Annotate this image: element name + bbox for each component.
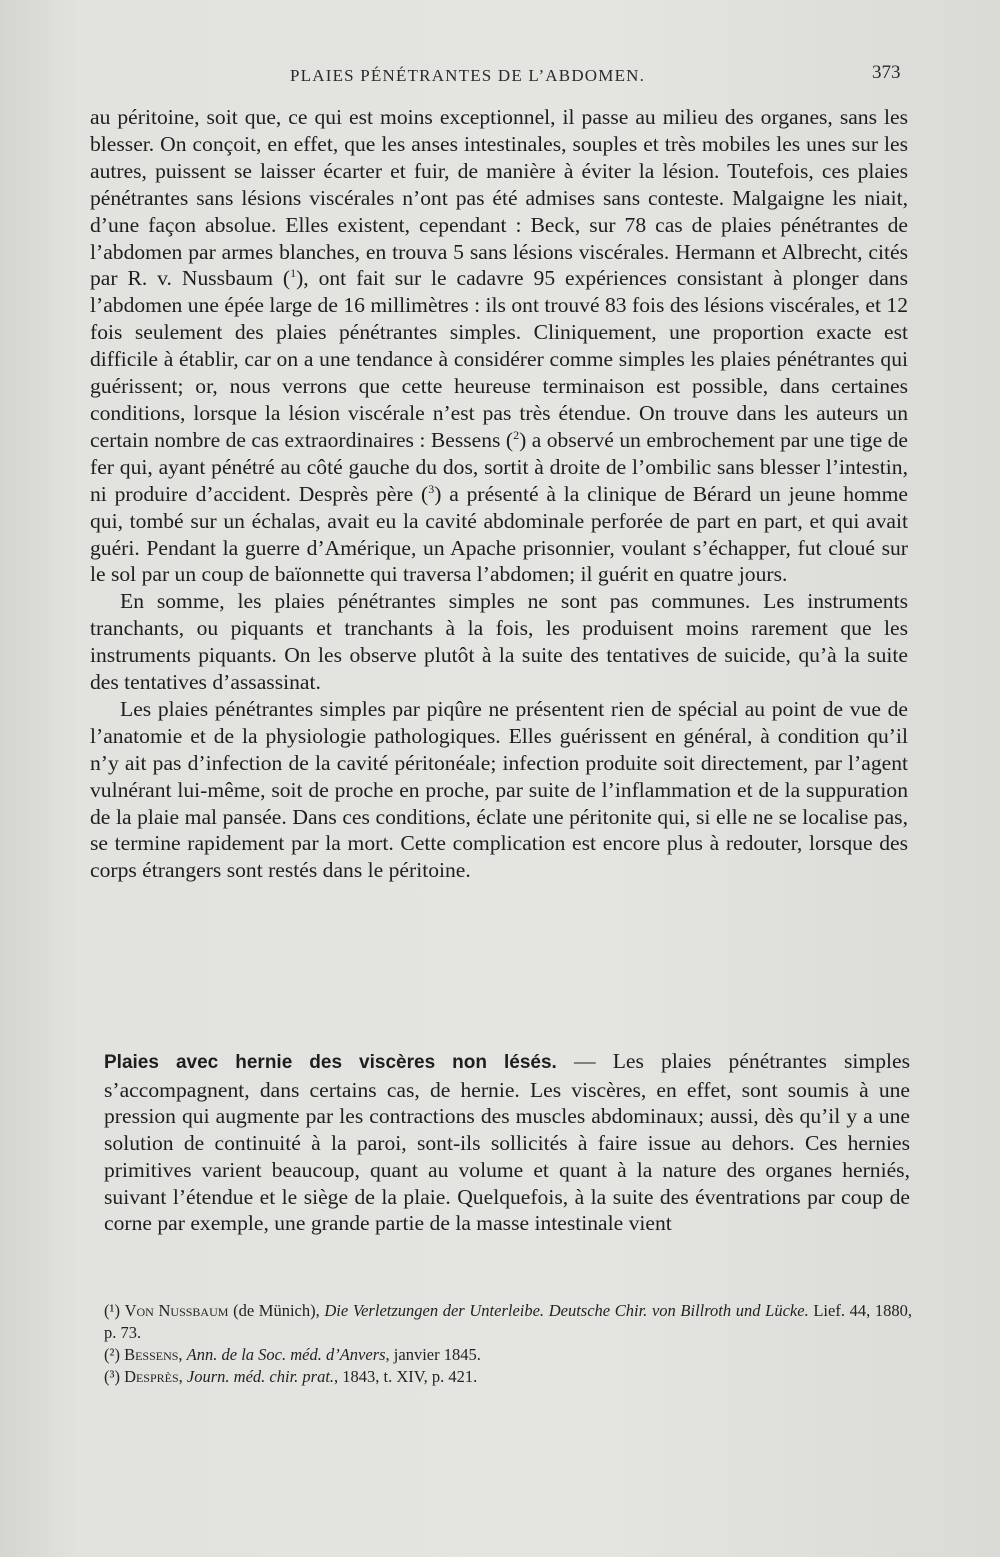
paragraph-1-part-d: ) a présenté à la clinique de Bérard un jeune homme qui, tombé sur un échalas, avait eu la cavité abdominale perforée de part en part, et qui avait guéri. Pendant la guerre d’Amérique, un Apache prisonnier, voulant s’échapper, fut cloué sur le sol par un coup de baïonnette qui traversa l’abdomen; il guérit en quatre jours.: [90, 481, 908, 587]
footnote-3-post: , 1843, t. XIV, p. 421.: [334, 1367, 478, 1386]
footnote-ref-1: 1: [290, 266, 297, 281]
footnote-1-post: Lief. 44, 1880, p. 73.: [104, 1301, 912, 1342]
footnotes: [104, 1300, 912, 1388]
footnote-3-author: Desprès: [124, 1367, 179, 1386]
running-head: PLAIES PÉNÉTRANTES DE L’ABDOMEN.: [290, 66, 646, 85]
footnote-2-title: Ann. de la Soc. méd. d’Anvers: [186, 1345, 386, 1364]
footnote-2-author: Bessens: [124, 1345, 179, 1364]
paragraph-4-text: — Les plaies pénétrantes simples s’accompagnent, dans certains cas, de hernie. Les viscères, en effet, sont soumis à une pression qui augmente par les contractions des muscles abdominaux; aussi, dès qu’il y a une solution de continuité à la paroi, sont-ils sollicités à faire issue au dehors. Ces hernies primitives varient beaucoup, quant au volume et quant à la nature des organes herniés, suivant l’étendue et le siège de la plaie. Quelquefois, à la suite des éventrations par coup de corne par exemple, une grande partie de la masse intestinale vient: [104, 1049, 910, 1236]
footnote-2: [104, 1344, 912, 1366]
footnote-1-author: Von Nussbaum: [124, 1301, 229, 1320]
paragraph-1-part-a: au péritoine, soit que, ce qui est moins exceptionnel, il passe au milieu des organes, sans les blesser. On conçoit, en effet, que les anses intestinales, souples et très mobiles les unes sur les autres, puissent se laisser écarter et fuir, de manière à éviter la lésion. Toutefois, ces plaies pénétrantes sans lésions viscérales n’ont pas été admises sans conteste. Malgaigne les niait, d’une façon absolue. Elles existent, cependant : Beck, sur 78 cas de plaies pénétrantes de l’abdomen par armes blanches, en trouva 5 sans lésions viscérales. Hermann et Albrecht, cités par R. v. Nussbaum (: [90, 105, 908, 291]
footnote-2-post: , janvier 1845.: [385, 1345, 481, 1364]
footnote-3-title: Journ. méd. chir. prat.: [186, 1367, 335, 1386]
paragraph-1-part-c: ) a observé un embrochement par une tige de fer qui, ayant pénétré au côté gauche du dos, sortit à droite de l’ombilic sans blesser l’intestin, ni produire d’accident. Desprès père (: [90, 427, 908, 506]
footnote-1-mark: (¹): [104, 1301, 120, 1320]
paragraph-4: [104, 1048, 910, 1237]
paragraph-1: [90, 104, 908, 588]
footnote-ref-3: 3: [428, 481, 435, 496]
page-number: 373: [872, 62, 901, 83]
footnote-2-mark: (²): [104, 1345, 120, 1364]
footnote-1: [104, 1300, 912, 1344]
footnote-1-title: Die Verletzungen der Unterleibe. Deutsche Chir. von Billroth und Lücke.: [324, 1301, 809, 1320]
footnote-3-mark: (³): [104, 1367, 120, 1386]
section-heading: Plaies avec hernie des viscères non lésés.: [104, 1052, 557, 1073]
footnote-1-pre: (de Münich),: [228, 1301, 325, 1320]
paragraph-3: Les plaies pénétrantes simples par piqûre ne présentent rien de spécial au point de vue de l’anatomie et de la physiologie pathologiques. Elles guérissent en général, à condition qu’il n’y ait pas d’infection de la cavité péritonéale; infection produite soit directement, par l’agent vulnérant lui-même, soit de proche en proche, par suite de l’inflammation et de la suppuration de la plaie mal pansée. Dans ces conditions, éclate une péritonite qui, si elle ne se localise pas, se termine rapidement par la mort. Cette complication est encore plus à redouter, lorsque des corps étrangers sont restés dans le péritoine.: [90, 696, 908, 883]
footnote-3: [104, 1366, 912, 1388]
paragraph-1-part-b: ), ont fait sur le cadavre 95 expériences consistant à plonger dans l’abdomen une épée large de 16 millimètres : ils ont trouvé 83 fois des lésions viscérales, et 12 fois seulement des plaies pénétrantes simples. Cliniquement, une proportion exacte est difficile à établir, car on a une tendance à considérer comme simples les plaies pénétrantes qui guérissent; or, nous verrons que cette heureuse terminaison est possible, dans certaines conditions, lorsque la lésion viscérale n’est pas très étendue. On trouve dans les auteurs un certain nombre de cas extraordinaires : Bessens (: [90, 266, 908, 452]
paragraph-2: En somme, les plaies pénétrantes simples ne sont pas communes. Les instruments tranchants, ou piquants et tranchants à la fois, les produisent moins rarement que les instruments piquants. On les observe plutôt à la suite des tentatives de suicide, qu’à la suite des tentatives d’assassinat.: [90, 589, 908, 695]
footnote-ref-2: 2: [513, 427, 520, 442]
main-text: [90, 104, 908, 884]
footnote-3-pre: ,: [178, 1367, 187, 1386]
footnote-2-pre: ,: [178, 1345, 187, 1364]
